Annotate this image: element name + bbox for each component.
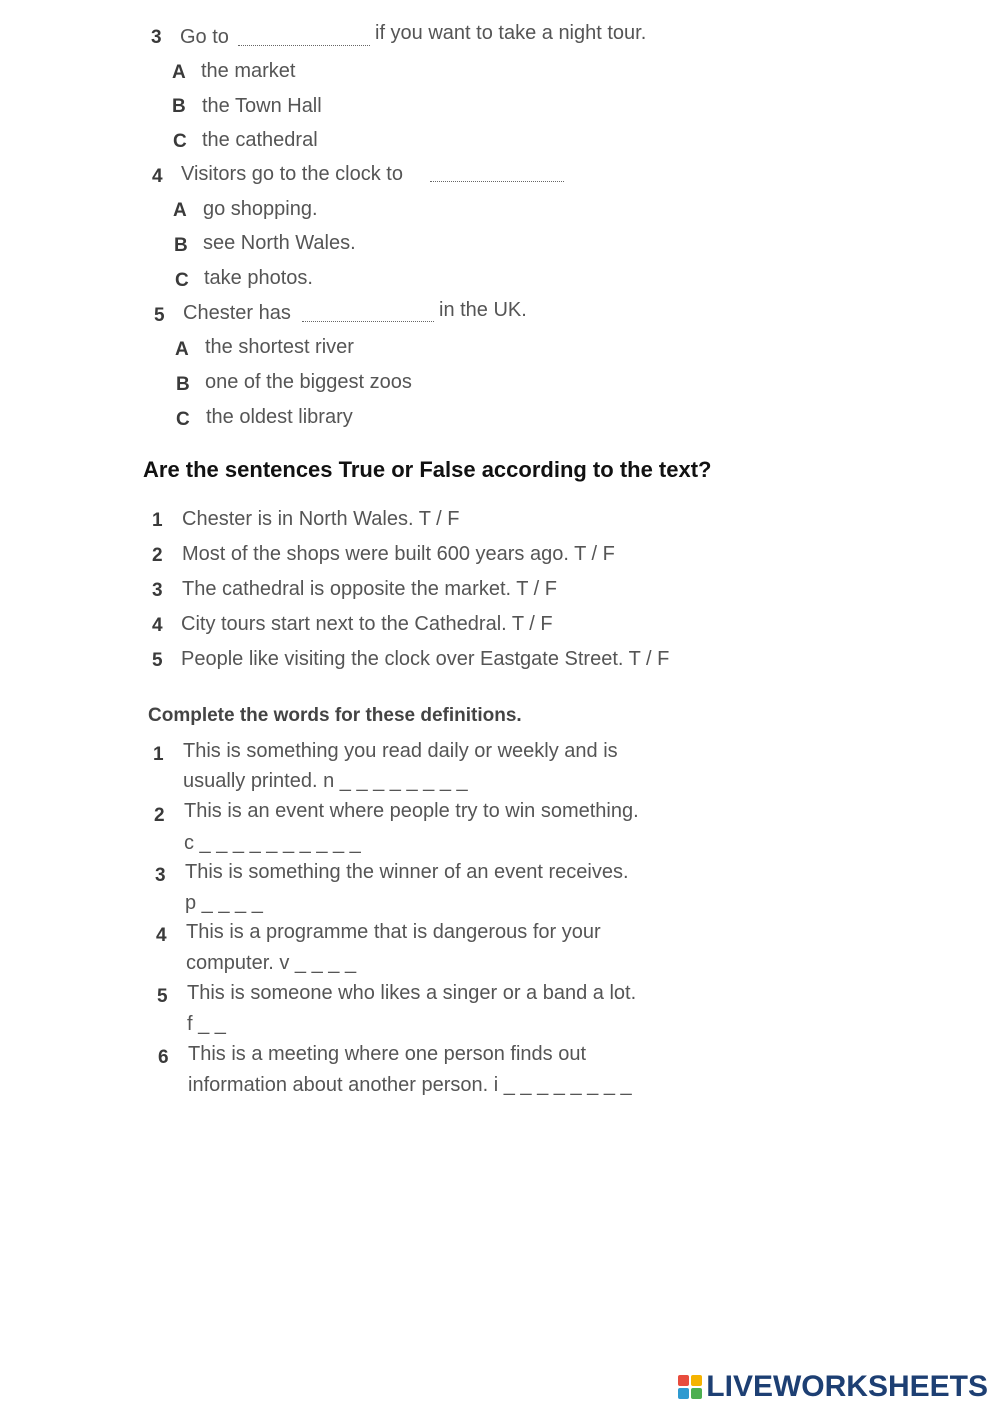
tf-number: 4: [152, 615, 163, 636]
cw-answer-line[interactable]: usually printed. n _ _ _ _ _ _ _ _: [183, 770, 468, 792]
option-text: one of the biggest zoos: [205, 371, 412, 393]
question-text-before: Visitors go to the clock to: [181, 163, 403, 185]
question-text-after: in the UK.: [439, 299, 527, 321]
cw-number: 6: [158, 1047, 169, 1068]
logo-square: [678, 1388, 689, 1399]
cw-answer-line[interactable]: f _ _: [187, 1013, 226, 1035]
tf-statement[interactable]: Chester is in North Wales. T / F: [182, 508, 460, 530]
option-text: the shortest river: [205, 336, 354, 358]
option-text: the oldest library: [206, 406, 353, 428]
cw-number: 1: [153, 744, 164, 765]
tf-number: 5: [152, 650, 163, 671]
cw-number: 4: [156, 925, 167, 946]
option-text: the cathedral: [202, 129, 318, 151]
cw-definition: This is something the winner of an event receives.: [185, 861, 629, 883]
tf-statement[interactable]: City tours start next to the Cathedral. T / F: [181, 613, 553, 635]
logo-text: LIVEWORKSHEETS: [706, 1370, 988, 1403]
option-text: see North Wales.: [203, 232, 356, 254]
tf-statement[interactable]: People like visiting the clock over Eastgate Street. T / F: [181, 648, 670, 670]
option-letter: C: [173, 131, 187, 152]
option-letter: B: [176, 374, 190, 395]
option-text: the market: [201, 60, 296, 82]
option-letter: C: [175, 270, 189, 291]
option-text: go shopping.: [203, 198, 318, 220]
tf-number: 2: [152, 545, 163, 566]
question-text-after: if you want to take a night tour.: [375, 22, 647, 44]
complete-words-heading: Complete the words for these definitions.: [148, 705, 522, 726]
cw-number: 2: [154, 805, 165, 826]
option-letter: A: [173, 200, 187, 221]
liveworksheets-logo: [678, 1370, 988, 1404]
option-letter: A: [172, 62, 186, 83]
logo-square: [691, 1375, 702, 1386]
logo-square: [678, 1375, 689, 1386]
option-text: the Town Hall: [202, 95, 322, 117]
cw-definition: This is an event where people try to win something.: [184, 800, 639, 822]
cw-number: 5: [157, 986, 168, 1007]
cw-definition: This is a programme that is dangerous for your: [186, 921, 601, 943]
tf-number: 3: [152, 580, 163, 601]
question-text-before: Chester has: [183, 302, 291, 324]
logo-squares-icon: [678, 1375, 702, 1399]
logo-square: [691, 1388, 702, 1399]
tf-statement[interactable]: The cathedral is opposite the market. T / F: [182, 578, 557, 600]
cw-answer-line[interactable]: computer. v _ _ _ _: [186, 952, 357, 974]
question-number: 5: [154, 305, 165, 326]
option-letter: B: [172, 96, 186, 117]
answer-blank[interactable]: [302, 307, 434, 322]
option-letter: B: [174, 235, 188, 256]
cw-number: 3: [155, 865, 166, 886]
tf-number: 1: [152, 510, 163, 531]
cw-definition: This is a meeting where one person finds out: [188, 1043, 586, 1065]
cw-definition: This is something you read daily or weekly and is: [183, 740, 618, 762]
answer-blank[interactable]: [238, 31, 370, 46]
cw-definition: This is someone who likes a singer or a band a lot.: [187, 982, 637, 1004]
option-text: take photos.: [204, 267, 313, 289]
option-letter: C: [176, 409, 190, 430]
question-number: 4: [152, 166, 163, 187]
cw-answer-line[interactable]: p _ _ _ _: [185, 892, 263, 914]
cw-answer-line[interactable]: c _ _ _ _ _ _ _ _ _ _: [184, 832, 361, 854]
cw-answer-line[interactable]: information about another person. i _ _ _ _ _ _ _ _: [188, 1074, 632, 1096]
option-letter: A: [175, 339, 189, 360]
tf-statement[interactable]: Most of the shops were built 600 years ago. T / F: [182, 543, 615, 565]
question-number: 3: [151, 27, 162, 48]
true-false-heading: Are the sentences True or False according to the text?: [143, 457, 712, 482]
answer-blank[interactable]: [430, 167, 564, 182]
question-text-before: Go to: [180, 26, 229, 48]
